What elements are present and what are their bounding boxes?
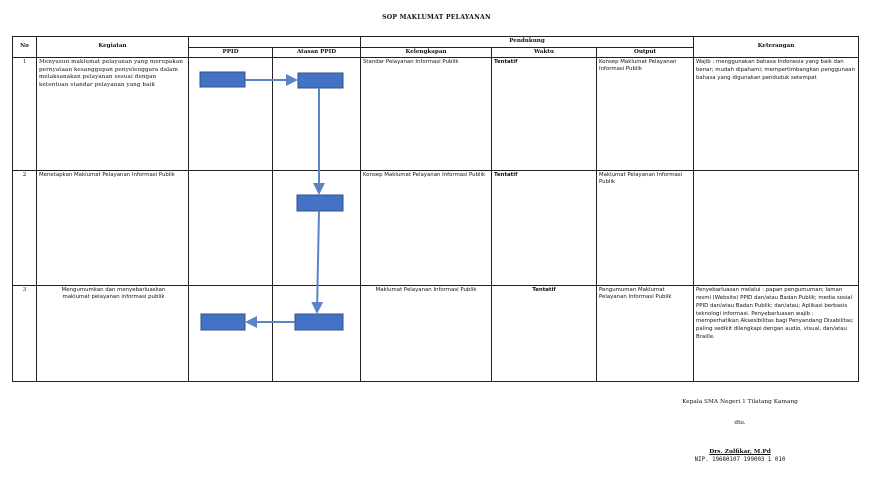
table-row [13, 58, 859, 171]
sop-table [12, 36, 859, 382]
row-number: 3 [13, 286, 37, 382]
header-ppid: PPID [189, 47, 273, 58]
output-cell: Pengumuman Maklumat Pelayanan Informasi Publik [597, 286, 694, 382]
kelengkapan-cell: Standar Pelayanan Informasi Publik [361, 58, 492, 171]
header-kegiatan: Kegiatan [37, 37, 189, 58]
signature-name: Drs. Zulfikar, M.Pd [709, 449, 771, 455]
header-output: Output [597, 47, 694, 58]
output-cell: Konsep Maklumat Pelayanan Informasi Publik [597, 58, 694, 171]
waktu-cell: Tentatif [492, 171, 597, 286]
ppid-cell [189, 286, 273, 382]
waktu-cell: Tentatif [492, 286, 597, 382]
keterangan-cell: Wajib : menggunakan bahasa Indonesia yang baik dan benar; mudah dipahami; mempertimbangkan penggunaan bahasa yang digunakan penduduk setempat [694, 58, 859, 171]
table-row [13, 171, 859, 286]
header-waktu: Waktu [492, 47, 597, 58]
table-row [13, 286, 859, 382]
header-kelengkapan: Kelengkapan [361, 47, 492, 58]
kegiatan-cell: Menyusun maklumat pelayanan yang merupakan pernyataan kesanggupan penyelenggara dalam melaksanakan pelayanan sesuai dengan ketentuan standar pelayanan yang baik [37, 58, 189, 171]
signature-dto: dto. [734, 420, 746, 426]
output-cell: Maklumat Pelayanan Informasi Publik [597, 171, 694, 286]
keterangan-cell [694, 171, 859, 286]
ppid-cell [189, 58, 273, 171]
signature-nip: NIP. 19680107 199003 1 010 [694, 457, 786, 463]
kelengkapan-cell: Maklumat Pelayanan Informasi Publik [361, 286, 492, 382]
header-pelaksana-blank [189, 37, 361, 48]
signature-position: Kepala SMA Negeri 1 Tilatang Kamang [682, 399, 798, 405]
waktu-cell: Tentatif [492, 58, 597, 171]
header-pendukung: Pendukung [361, 37, 694, 48]
row-number: 2 [13, 171, 37, 286]
document-title: SOP MAKLUMAT PELAYANAN [382, 14, 491, 21]
kegiatan-cell: Menetapkan Maklumat Pelayanan Informasi Publik [37, 171, 189, 286]
header-no: No [13, 37, 37, 58]
atasan-ppid-cell [273, 58, 361, 171]
header-keterangan: Keterangan [694, 37, 859, 58]
header-atasan-ppid: Atasan PPID [273, 47, 361, 58]
atasan-ppid-cell [273, 286, 361, 382]
atasan-ppid-cell [273, 171, 361, 286]
row-number: 1 [13, 58, 37, 171]
ppid-cell [189, 171, 273, 286]
kegiatan-cell: Mengumumkan dan menyebarluaskan maklumat pelayanan informasi publik [37, 286, 189, 382]
header-row-1 [13, 37, 859, 48]
keterangan-cell: Penyebarluasan melalui : papan pengumuman; laman resmi (Website) PPID dan/atau Badan Publik; media sosial PPID dan/atau Badan Publik; dan/atau; Aplikasi berbasis teknologi informasi. Penyebarluasan wajib : memperhatikan Aksesibilitas bagi Penyandang Disabilitas; paling sedikit dilengkapi dengan audio, visual, dan/atau Braille. [694, 286, 859, 382]
kelengkapan-cell: Konsep Maklumat Pelayanan Informasi Publik [361, 171, 492, 286]
